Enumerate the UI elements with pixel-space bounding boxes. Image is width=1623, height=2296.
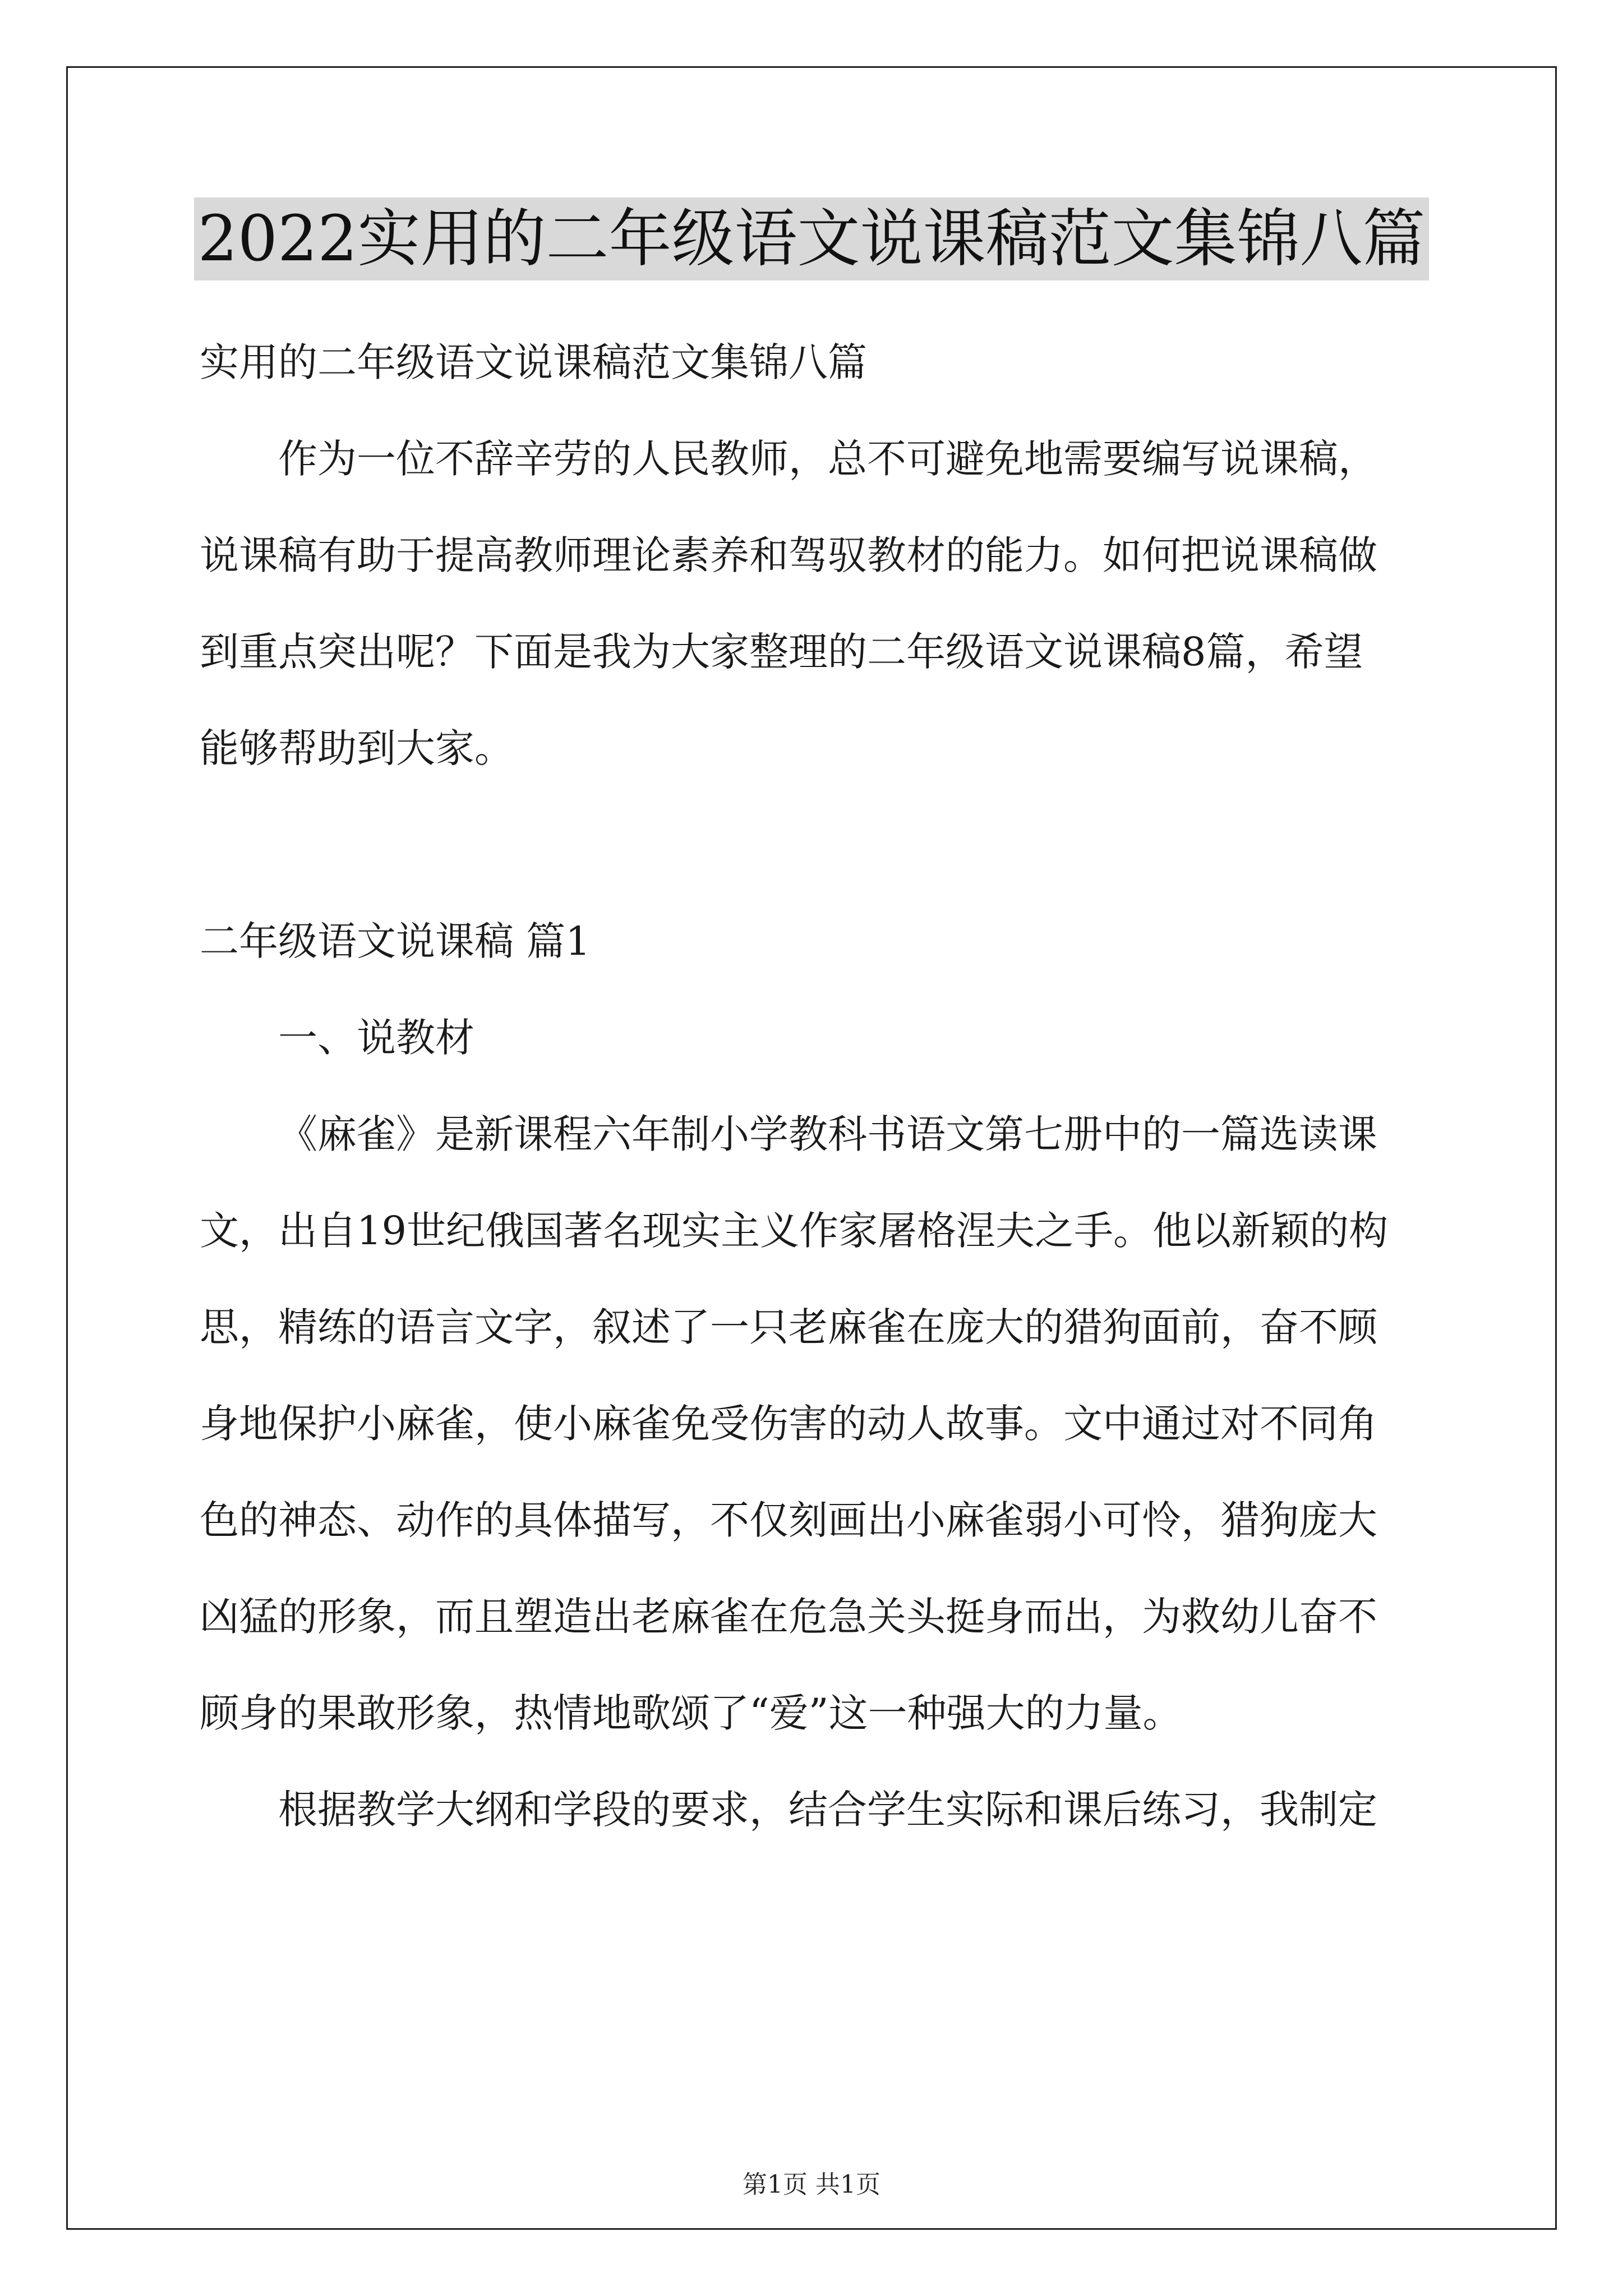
paragraph-line: 身地保护小麻雀，使小麻雀免受伤害的动人故事。文中通过对不同角: [200, 1401, 1377, 1447]
intro-line: 能够帮助到大家。: [200, 725, 514, 771]
paragraph-line: 根据教学大纲和学段的要求，结合学生实际和课后练习，我制定: [278, 1787, 1377, 1833]
document-subtitle: 实用的二年级语文说课稿范文集锦八篇: [200, 339, 867, 385]
paragraph-line: 顾身的果敢形象，热情地歌颂了“爱”这一种强大的力量。: [200, 1690, 1182, 1736]
paragraph-line: 思，精练的语言文字，叙述了一只老麻雀在庞大的猎狗面前，奋不顾: [200, 1304, 1377, 1350]
paragraph-line: 凶猛的形象，而且塑造出老麻雀在危急关头挺身而出，为救幼儿奋不: [200, 1594, 1377, 1640]
paragraph-line: 《麻雀》是新课程六年制小学教科书语文第七册中的一篇选读课: [278, 1111, 1377, 1157]
paragraph-line: 文，出自19世纪俄国著名现实主义作家屠格涅夫之手。他以新颖的构: [200, 1208, 1389, 1254]
section-heading: 二年级语文说课稿 篇1: [200, 918, 591, 964]
document-title: 2022实用的二年级语文说课稿范文集锦八篇: [194, 197, 1428, 280]
subsection-heading: 一、说教材: [278, 1015, 474, 1061]
spacer: [200, 797, 1433, 893]
paragraph-line: 色的神态、动作的具体描写，不仅刻画出小麻雀弱小可怜，猎狗庞大: [200, 1497, 1377, 1543]
intro-line: 说课稿有助于提高教师理论素养和驾驭教材的能力。如何把说课稿做: [200, 532, 1377, 578]
title-container: [0, 197, 1623, 280]
page-footer: 第1页 共1页: [743, 2170, 880, 2199]
intro-line: 作为一位不辞辛劳的人民教师，总不可避免地需要编写说课稿，: [278, 436, 1377, 482]
intro-line: 到重点突出呢？下面是我为大家整理的二年级语文说课稿8篇，希望: [200, 629, 1363, 675]
document-body: [200, 314, 1433, 1858]
